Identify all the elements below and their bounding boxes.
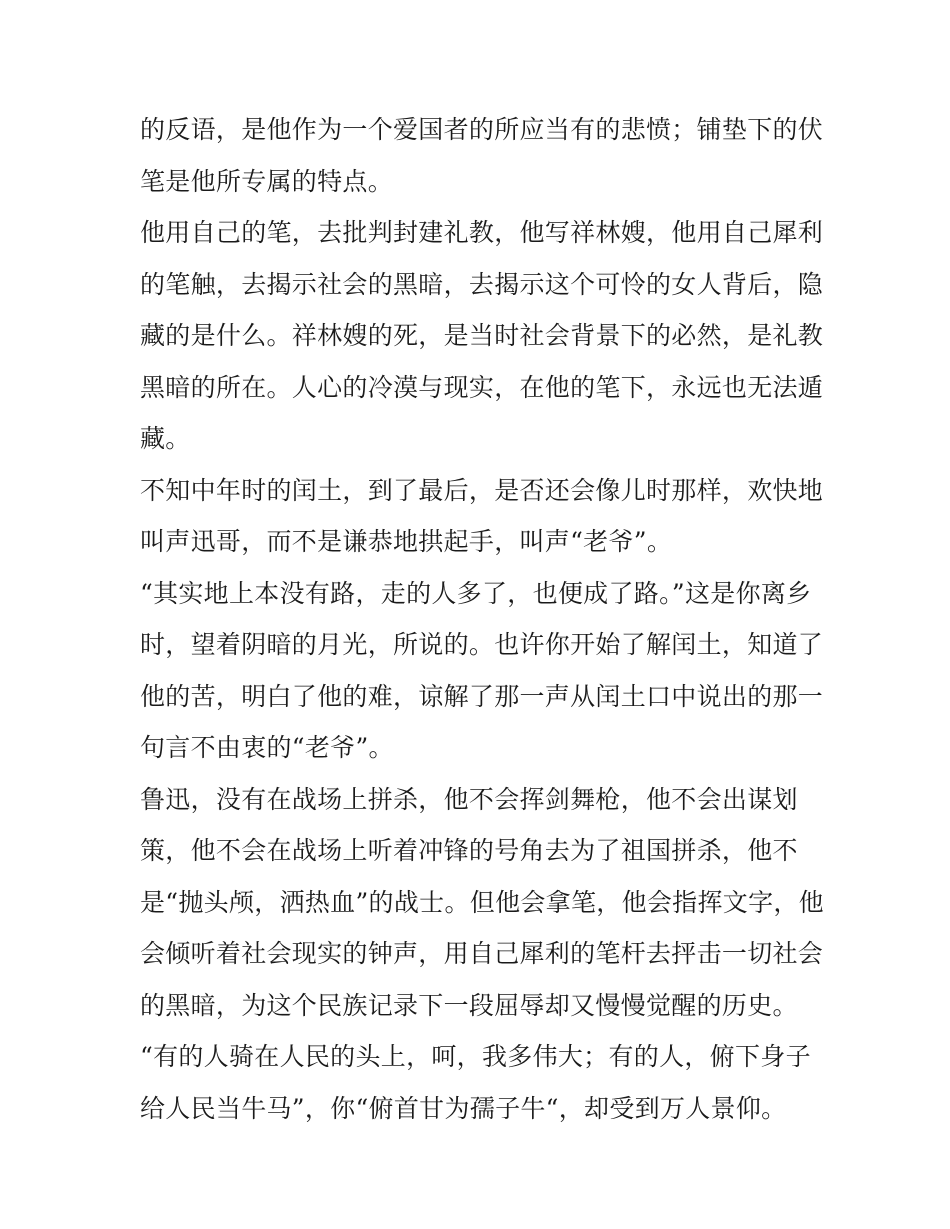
text-line: 策，他不会在战场上听着冲锋的号角去为了祖国拼杀，他不 [140,836,798,865]
text-line: 的反语，是他作为一个爱国者的所应当有的悲愤；铺垫下的伏 [140,115,824,144]
text-line: 的黑暗，为这个民族记录下一段屈辱却又慢慢觉醒的历史。 [140,990,798,1020]
text-line: 他用自己的笔，去批判封建礼教，他写祥林嫂，他用自己犀利 [140,218,824,247]
text-line: “其实地上本没有路，走的人多了，也便成了路。”这是你离乡 [140,578,812,608]
text-line: 句言不由衷的“老爷”。 [140,733,394,762]
text-line: 笔是他所专属的特点。 [140,166,394,196]
text-line: 是“抛头颅，洒热血”的战士。但他会拿笔，他会指挥文字，他 [140,887,824,917]
text-line: 藏。 [140,424,191,453]
text-line: 他的苦，明白了他的难，谅解了那一声从闰土口中说出的那一 [140,681,824,711]
text-line: 藏的是什么。祥林嫂的死，是当时社会背景下的必然，是礼教 [140,321,824,350]
text-line: 会倾听着社会现实的钟声，用自己犀利的笔杆去抨击一切社会 [140,939,824,968]
text-line: 的笔触，去揭示社会的黑暗，去揭示这个可怜的女人背后，隐 [140,269,824,299]
text-line: 叫声迅哥，而不是谦恭地拱起手，叫声“老爷”。 [140,527,673,556]
text-line: 给人民当牛马”，你“俯首甘为孺子牛“，却受到万人景仰。 [140,1093,787,1123]
text-line: “有的人骑在人民的头上，呵，我多伟大；有的人，俯下身子 [140,1042,811,1071]
text-line: 时，望着阴暗的月光，所说的。也许你开始了解闰土，知道了 [140,630,824,659]
text-line: 不知中年时的闰土，到了最后，是否还会像儿时那样，欢快地 [140,475,824,505]
text-line: 鲁迅，没有在战场上拼杀，他不会挥剑舞枪，他不会出谋划 [140,784,798,814]
text-line: 黑暗的所在。人心的冷漠与现实，在他的笔下，永远也无法遁 [140,372,824,402]
essay-body [140,104,824,1134]
